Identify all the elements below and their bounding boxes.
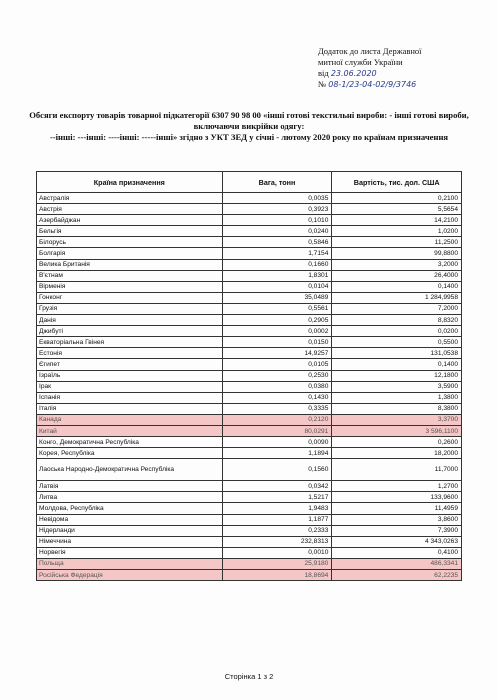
cell-weight: 14,9257 <box>222 348 332 359</box>
cell-weight: 0,2333 <box>222 525 332 536</box>
column-header-value: Вартість, тис. дол. США <box>332 172 462 193</box>
cell-value: 3,8600 <box>332 514 462 525</box>
cell-value: 7,3900 <box>332 525 462 536</box>
cell-value: 8,3800 <box>332 403 462 414</box>
table-header-row <box>37 172 462 193</box>
table-row <box>37 414 462 425</box>
cell-value: 11,4959 <box>332 503 462 514</box>
date-handwritten: 23.06.2020 <box>330 69 377 78</box>
cell-country: Естонія <box>37 348 223 359</box>
cell-country: Бельгія <box>37 226 223 237</box>
cell-country: Лаоська Народно-Демократична Республіка <box>37 459 223 481</box>
cell-weight: 0,2120 <box>222 414 332 425</box>
cell-country: Австралія <box>37 193 223 204</box>
cell-weight: 0,0105 <box>222 359 332 370</box>
page-number: Сторінка 1 з 2 <box>224 672 274 681</box>
table-row <box>37 226 462 237</box>
cell-value: 133,9600 <box>332 492 462 503</box>
title-line1: Обсяги експорту товарів товарної підкатегорії 6307 90 98 00 «інші готові текстильні вироби: - інші готові вироби, включаючи викрійки одягу: <box>29 110 469 131</box>
cell-value: 486,3341 <box>332 558 462 569</box>
cell-weight: 1,7154 <box>222 248 332 259</box>
cell-weight: 0,0104 <box>222 281 332 292</box>
cell-country: Данія <box>37 315 223 326</box>
cell-weight: 80,0291 <box>222 425 332 436</box>
cell-weight: 0,0010 <box>222 547 332 558</box>
table-row <box>37 370 462 381</box>
cell-value: 0,1400 <box>332 359 462 370</box>
cell-weight: 0,2530 <box>222 370 332 381</box>
cell-country: Корея, Республіка <box>37 448 223 459</box>
table-row <box>37 514 462 525</box>
title-line2: --інші: ---інші: ----інші: -----інші» згідно з УКТ ЗЕД у січні - лютому 2020 року по країнам призначення <box>49 132 449 142</box>
cell-value: 99,8800 <box>332 248 462 259</box>
table-row <box>37 193 462 204</box>
cell-weight: 0,0150 <box>222 337 332 348</box>
cell-value: 1,2700 <box>332 481 462 492</box>
table-row <box>37 547 462 558</box>
cell-country: Австрія <box>37 204 223 215</box>
cell-weight: 1,9483 <box>222 503 332 514</box>
cell-weight: 0,3923 <box>222 204 332 215</box>
cell-value: 18,2000 <box>332 448 462 459</box>
cell-country: Італія <box>37 403 223 414</box>
cell-value: 0,2600 <box>332 437 462 448</box>
cell-value: 0,4100 <box>332 547 462 558</box>
cell-weight: 0,0240 <box>222 226 332 237</box>
table-row <box>37 248 462 259</box>
number-prefix: № <box>318 79 327 89</box>
cell-country: Болгарія <box>37 248 223 259</box>
table-row <box>37 315 462 326</box>
cell-country: Білорусь <box>37 237 223 248</box>
cell-country: Гонконг <box>37 292 223 303</box>
column-header-country: Країна призначення <box>37 172 223 193</box>
cell-country: Ірак <box>37 381 223 392</box>
date-prefix: від <box>318 68 329 78</box>
table-row <box>37 259 462 270</box>
cell-country: Канада <box>37 414 223 425</box>
table-row <box>37 459 462 481</box>
cell-country: Велика Британія <box>37 259 223 270</box>
table-row <box>37 348 462 359</box>
header-note-line1: Додаток до листа Державної <box>318 46 422 56</box>
table-row <box>37 525 462 536</box>
cell-country: Нідерланди <box>37 525 223 536</box>
cell-value: 131,0538 <box>332 348 462 359</box>
cell-value: 62,2235 <box>332 570 462 581</box>
table-row <box>37 425 462 436</box>
cell-weight: 1,8301 <box>222 270 332 281</box>
table-body <box>37 193 462 581</box>
cell-country: Джибуті <box>37 326 223 337</box>
cell-country: Російська Федерація <box>37 570 223 581</box>
cell-weight: 0,1430 <box>222 392 332 403</box>
cell-weight: 35,0489 <box>222 292 332 303</box>
cell-value: 11,7000 <box>332 459 462 481</box>
cell-weight: 0,1560 <box>222 459 332 481</box>
cell-weight: 1,1877 <box>222 514 332 525</box>
cell-country: В'єтнам <box>37 270 223 281</box>
cell-country: Іспанія <box>37 392 223 403</box>
cell-country: Латвія <box>37 481 223 492</box>
cell-weight: 0,0090 <box>222 437 332 448</box>
table-row <box>37 215 462 226</box>
cell-country: Молдова, Республіка <box>37 503 223 514</box>
number-handwritten: 08-1/23-04-02/9/3746 <box>328 80 417 89</box>
table-row <box>37 492 462 503</box>
cell-value: 5,5654 <box>332 204 462 215</box>
cell-country: Німеччина <box>37 536 223 547</box>
table-row <box>37 481 462 492</box>
cell-weight: 1,1894 <box>222 448 332 459</box>
cell-value: 3,2000 <box>332 259 462 270</box>
cell-weight: 0,5846 <box>222 237 332 248</box>
cell-value: 3,3700 <box>332 414 462 425</box>
cell-country: Азербайджан <box>37 215 223 226</box>
cell-country: Литва <box>37 492 223 503</box>
cell-country: Ізраїль <box>37 370 223 381</box>
column-header-weight: Вага, тонн <box>222 172 332 193</box>
cell-weight: 0,0342 <box>222 481 332 492</box>
cell-value: 11,2500 <box>332 237 462 248</box>
cell-weight: 232,8313 <box>222 536 332 547</box>
table-row <box>37 204 462 215</box>
cell-country: Вірменія <box>37 281 223 292</box>
table-row <box>37 281 462 292</box>
cell-country: Екваторіальна Гвінея <box>37 337 223 348</box>
cell-value: 12,1800 <box>332 370 462 381</box>
table-row <box>37 381 462 392</box>
cell-weight: 0,2905 <box>222 315 332 326</box>
cell-weight: 18,8694 <box>222 570 332 581</box>
cell-weight: 1,5217 <box>222 492 332 503</box>
cell-value: 1,3800 <box>332 392 462 403</box>
header-note <box>318 46 488 90</box>
cell-weight: 25,9180 <box>222 558 332 569</box>
cell-country: Єгипет <box>37 359 223 370</box>
cell-value: 8,8320 <box>332 315 462 326</box>
cell-country: Конго, Демократична Республіка <box>37 437 223 448</box>
table-row <box>37 437 462 448</box>
table-row <box>37 359 462 370</box>
cell-weight: 0,0002 <box>222 326 332 337</box>
export-table <box>36 171 462 581</box>
table-row <box>37 292 462 303</box>
cell-value: 7,2000 <box>332 303 462 314</box>
header-note-date <box>318 68 488 79</box>
table-row <box>37 536 462 547</box>
cell-value: 0,0200 <box>332 326 462 337</box>
table-row <box>37 270 462 281</box>
header-note-line2: митної служби України <box>318 57 403 67</box>
table-row <box>37 392 462 403</box>
cell-value: 26,4000 <box>332 270 462 281</box>
cell-country: Грузія <box>37 303 223 314</box>
table-row <box>37 448 462 459</box>
cell-weight: 0,3335 <box>222 403 332 414</box>
table-row <box>37 303 462 314</box>
cell-weight: 0,5561 <box>222 303 332 314</box>
table-row <box>37 570 462 581</box>
table-row <box>37 237 462 248</box>
table-row <box>37 558 462 569</box>
cell-value: 1,0200 <box>332 226 462 237</box>
cell-country: Норвегія <box>37 547 223 558</box>
cell-weight: 0,0380 <box>222 381 332 392</box>
cell-weight: 0,0035 <box>222 193 332 204</box>
cell-value: 1 284,9958 <box>332 292 462 303</box>
cell-value: 3 596,1100 <box>332 425 462 436</box>
cell-weight: 0,1010 <box>222 215 332 226</box>
cell-country: Невідома <box>37 514 223 525</box>
cell-weight: 0,1660 <box>222 259 332 270</box>
table-row <box>37 403 462 414</box>
cell-value: 14,2100 <box>332 215 462 226</box>
table-row <box>37 337 462 348</box>
table-row <box>37 503 462 514</box>
cell-value: 0,1400 <box>332 281 462 292</box>
cell-value: 4 343,0263 <box>332 536 462 547</box>
cell-country: Польща <box>37 558 223 569</box>
cell-value: 3,5900 <box>332 381 462 392</box>
table-row <box>37 326 462 337</box>
header-note-number <box>318 79 488 90</box>
cell-country: Китай <box>37 425 223 436</box>
document-title <box>20 110 478 143</box>
cell-value: 0,5500 <box>332 337 462 348</box>
cell-value: 0,2100 <box>332 193 462 204</box>
